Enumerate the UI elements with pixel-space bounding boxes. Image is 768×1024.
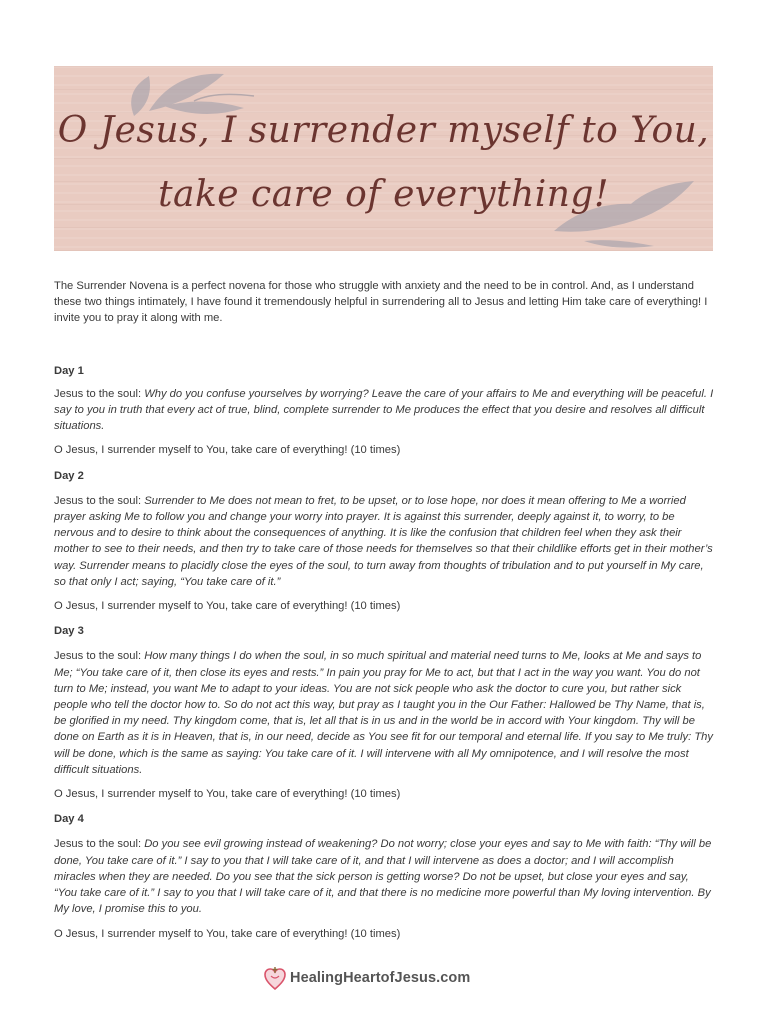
day-lead: Jesus to the soul: [54, 494, 145, 507]
day-quote: How many things I do when the soul, in so much spiritual and material need turns to Me, looks at Me and says to Me; “You take care of it, then close its eyes and rests.” In pain you pray for Me to act, but that I act in the way you want. You do not turn to Me; instead, you want Me to adapt to your ideas. You are not sick people who ask the doctor to cure you, but rather sick people who tell the doctor how to. So do not act this way, but pray as I taught you in the Our Father: Hallowed be Thy Name, that is, be glorified in my need. Thy kingdom come, that is, let all that is in us and in the world be in accord with Your kingdom. Thy will be done on Earth as it is in Heaven, that is, in our need, decide as You see fit for our temporal and eternal life. If you say to Me truly: Thy will be done, which is the same as saying: You take care of it. I will intervene with all My omnipotence, and I will resolve the most difficult situations. [54, 650, 713, 776]
day-quote: Surrender to Me does not mean to fret, to be upset, or to lose hope, nor does it mean offering to Me a worried prayer asking Me to follow you and change your worry into prayer. It is against this surrender, deeply against it, to worry, to be nervous and to desire to think about the consequences of anything. It is like the confusion that children feel when they ask their mother to see to their needs, and then try to take care of those needs for themselves so that their childlike efforts get in their mother’s way. Surrender means to placidly close the eyes of the soul, to turn away from thoughts of tribulation and to put yourself in My care, so that only I act; saying, “You take care of it.” [54, 494, 713, 588]
refrain: O Jesus, I surrender myself to You, take care of everything! (10 times) [54, 600, 401, 613]
footer-logo [264, 964, 470, 992]
day-lead: Jesus to the soul: [54, 838, 145, 851]
title-banner [54, 66, 713, 251]
footer-site-name[interactable]: HealingHeartofJesus.com [290, 970, 471, 986]
day-lead: Jesus to the soul: [54, 650, 145, 663]
day-text [54, 836, 714, 917]
refrain: O Jesus, I surrender myself to You, take care of everything! (10 times) [54, 927, 401, 940]
day-heading: Day 1 [54, 364, 84, 377]
day-section [54, 811, 714, 941]
day-text [54, 648, 714, 778]
leaf-decoration-icon [54, 66, 713, 251]
day-lead: Jesus to the soul: [54, 387, 145, 400]
banner-title-line-1: O Jesus, I surrender myself to You, [57, 110, 710, 151]
heart-icon [264, 965, 286, 991]
day-heading: Day 3 [54, 625, 84, 638]
novena-content [54, 278, 714, 942]
day-quote: Why do you confuse yourselves by worrying? Leave the care of your affairs to Me and everything will be peaceful. I say to you in truth that every act of true, blind, complete surrender to Me produces the effect that you desire and resolves all difficult situations. [54, 387, 714, 433]
day-section [54, 363, 714, 459]
banner-title-line-2: take care of everything! [158, 174, 609, 215]
day-section [54, 623, 714, 802]
refrain: O Jesus, I surrender myself to You, take care of everything! (10 times) [54, 788, 401, 801]
day-heading: Day 2 [54, 469, 84, 482]
intro-paragraph: The Surrender Novena is a perfect novena for those who struggle with anxiety and the need to be in control. And, as I understand these two things intimately, I have found it tremendously helpful in surrendering all to Jesus and letting Him take care of everything! I invite you to pray it along with me. [54, 280, 708, 325]
refrain: O Jesus, I surrender myself to You, take care of everything! (10 times) [54, 444, 401, 457]
day-quote: Do you see evil growing instead of weakening? Do not worry; close your eyes and say to Me with faith: “Thy will be done, You take care of it.” I say to you that I will take care of it, and that I will intervene as does a doctor; and I will accomplish miracles when they are needed. Do you see that the sick person is getting worse? Do not be upset, but close your eyes and say, “You take care of it.” I say to you that I will take care of it, and that there is no medicine more powerful than My loving intervention. By My love, I promise this to you. [54, 838, 712, 916]
day-text [54, 493, 714, 590]
day-section [54, 468, 714, 615]
day-heading: Day 4 [54, 813, 84, 826]
day-text [54, 386, 714, 435]
